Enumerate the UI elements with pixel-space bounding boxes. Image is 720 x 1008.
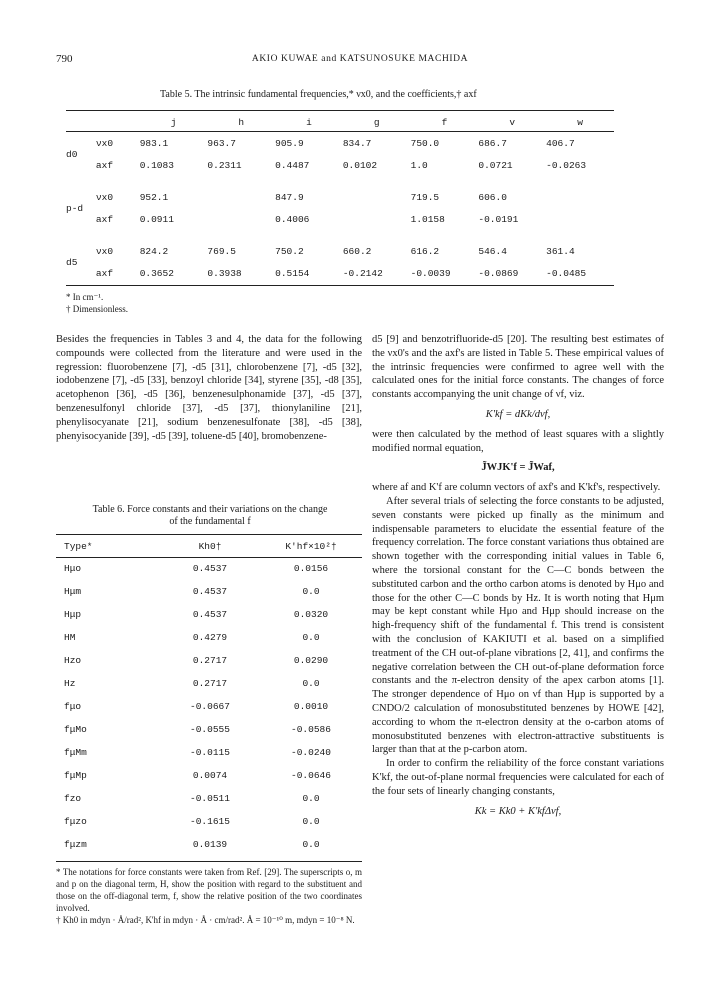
table6-col-header: Type*	[64, 540, 93, 552]
table-row	[56, 764, 362, 787]
table-row	[66, 132, 614, 154]
table5-col-header: i	[306, 116, 312, 128]
table5-top-rule	[66, 110, 614, 111]
table-row	[66, 154, 614, 176]
table6-k0: -0.0555	[190, 724, 230, 735]
table5	[66, 112, 614, 284]
table-row	[66, 240, 614, 262]
table5-cell: -0.0039	[410, 267, 451, 279]
table5-caption: Table 5. The intrinsic fundamental frequencies,* νx0, and the coefficients,† axf	[160, 89, 477, 100]
table5-cell	[546, 208, 614, 230]
body-paragraph: d5 [9] and benzotrifluoride-d5 [20]. The resulting best estimates of the νx0's and the axf's are listed in Table 5. These empirical values of the intrinsic frequencies were confirmed to agree well with the calculated ones for the initial force constants. The changes of force constants accompanying the unit change of νf, viz.	[372, 334, 664, 401]
table5-cell: 750.2	[275, 245, 304, 257]
table-row	[56, 833, 362, 856]
table6-type: Hzo	[64, 655, 82, 666]
table6-kprime: 0.0290	[293, 655, 329, 666]
table6-footnote-1: * The notations for force constants were taken from Ref. [29]. The superscripts o, m and p on the diagonal term, H, show the position with regard to the substituent and those on the off-diagonal term, f, show the relative position of the two coordinates involved.	[56, 867, 362, 913]
table5-cell: 824.2	[139, 245, 169, 257]
table6-type: fμzo	[64, 816, 87, 827]
table5-cell: 0.0102	[342, 159, 378, 171]
table6-k0: 0.4537	[192, 586, 228, 597]
table5-cell: 750.0	[410, 137, 440, 149]
table-row	[56, 603, 362, 626]
table5-compound: d5	[66, 256, 78, 268]
table5-cell: 406.7	[546, 137, 575, 149]
table6	[56, 535, 362, 856]
table6-type: fzo	[64, 793, 82, 804]
table-row	[56, 787, 362, 810]
table6-col-header: Kh0†	[198, 540, 222, 552]
table6-caption-line: Table 6. Force constants and their variations on the change	[92, 504, 328, 515]
table6-k0: 0.2717	[192, 678, 228, 689]
table5-cell: 952.1	[139, 191, 169, 203]
table6-type: Hμm	[64, 586, 82, 597]
table5-compound: p-d	[66, 202, 84, 214]
table5-cell	[343, 186, 411, 208]
table5-cell: 0.3938	[207, 267, 242, 279]
table5-footnote: † Dimensionless.	[66, 304, 128, 314]
table5-cell: 0.4006	[275, 213, 310, 225]
table5-header-row	[66, 112, 614, 132]
table6-type: HM	[64, 632, 76, 643]
table6-kprime: -0.0646	[291, 770, 331, 781]
table5-symbol: axf	[95, 267, 114, 279]
table5-col-header: h	[238, 116, 245, 128]
table5-cell: 1.0158	[410, 213, 445, 225]
table6-kprime: -0.0240	[291, 747, 331, 758]
table5-cell: 0.0721	[478, 159, 513, 171]
table6-kprime: 0.0	[302, 839, 320, 850]
table6-type: Hz	[64, 678, 76, 689]
table-row	[66, 186, 614, 208]
table5-cell: 0.0911	[139, 213, 174, 225]
table5-footnote: * In cm⁻¹.	[66, 292, 104, 302]
table5-cell: 1.0	[410, 159, 428, 171]
table-row	[66, 262, 614, 284]
table5-cell: -0.2142	[342, 267, 383, 279]
table6-type: fμMp	[64, 770, 87, 781]
table-row	[56, 649, 362, 672]
table6-k0: -0.0115	[190, 747, 230, 758]
table6-col-header: K'hf×10²†	[285, 540, 337, 552]
table6-body	[56, 557, 362, 856]
table-row	[56, 718, 362, 741]
table5-symbol: axf	[95, 159, 114, 171]
table6-k0: -0.0511	[190, 793, 230, 804]
equation: K'kf = dKk/dνf,	[485, 408, 551, 420]
equation: Kk = Kk0 + K'kfΔνf,	[474, 805, 562, 817]
table-row	[56, 557, 362, 580]
table6-kprime: 0.0	[302, 793, 320, 804]
table-row	[56, 580, 362, 603]
table6-type: Hμp	[64, 609, 82, 620]
table6-k0: 0.4537	[192, 563, 228, 574]
table6-kprime: 0.0010	[293, 701, 329, 712]
table6-header-row	[56, 535, 362, 557]
table5-cell: 546.4	[478, 245, 507, 257]
table6-k0: -0.1615	[190, 816, 230, 827]
table6-type: fμo	[64, 701, 82, 712]
table6-caption-line: of the fundamental f	[169, 516, 251, 527]
table5-cell: 963.7	[207, 137, 236, 149]
table5-cell: 983.1	[139, 137, 169, 149]
table5-compound: d0	[66, 148, 78, 160]
left-column-text	[56, 333, 362, 443]
table6-bottom-rule	[56, 861, 362, 862]
table5-cell: 361.4	[546, 245, 575, 257]
running-header: AKIO KUWAE and KATSUNOSUKE MACHIDA	[251, 54, 469, 64]
table5-cell	[546, 186, 614, 208]
table5-cell: 0.3652	[139, 267, 174, 279]
body-paragraph: were then calculated by the method of least squares with a slightly modified normal equation,	[372, 428, 664, 454]
table6-k0: 0.0074	[192, 770, 228, 781]
table5-col-header: j	[170, 116, 177, 128]
table5-cell: 616.2	[410, 245, 440, 257]
table-row	[56, 695, 362, 718]
body-paragraph: where af and K'f are column vectors of axf's and K'kf's, respectively.	[372, 482, 661, 494]
table5-cell: 0.1083	[139, 159, 174, 171]
table5-cell: 0.5154	[275, 267, 310, 279]
table6-type: fμzm	[64, 839, 87, 850]
table6-type: fμMo	[64, 724, 87, 735]
table5-bottom-rule	[66, 285, 614, 286]
table5-cell: 606.0	[478, 191, 507, 203]
table6-kprime: 0.0	[302, 586, 320, 597]
table6-footnote	[56, 866, 362, 926]
table6-k0: 0.4537	[192, 609, 228, 620]
table5-cell	[343, 208, 411, 230]
table5-cell: -0.0191	[478, 213, 519, 225]
table5-cell: 719.5	[410, 191, 440, 203]
table6-kprime: 0.0	[302, 816, 320, 827]
body-paragraph: In order to confirm the reliability of the force constant variations K'kf, the out-of-plane normal frequencies were calculated for each of the four sets of linearly changing constants,	[372, 758, 664, 797]
table5-symbol: axf	[95, 213, 114, 225]
right-column-text	[372, 333, 664, 824]
table6-type: Hμo	[64, 563, 82, 574]
body-paragraph: After several trials of selecting the force constants to be adjusted, seven constants were picked up finally as the minimum and indispensable parameters to elucidate the essential feature of the frequency correlation. The force constant variations thus obtained are shown together with the corresponding initial values in Table 6, where the torsional constant for the C—C bonds between the substituted carbon and the ortho carbon atoms is denoted by Hμo and those for the other C—C bonds by Hz. It is worth noting that Hμm may be kept constant while Hμo and Hμp should increase on the high-frequency shift of the fundamental f. This trend is consistent with the conclusion of KAKIUTI et al. based on a simplified treatment of the CH out-of-plane vibrations [2, 41], and confirms the negative correlation between the CH out-of-plane deformation force constants and the π-electron density of the apex carbon atoms [1]. The stronger dependence of Hμo on νf than Hμp is supported by a CNDO/2 calculation of monosubstituted benzenes by HOWE [42], according to whom the π-electron density at the o-carbon atoms of monosubstituted benzenes with electron-attractive substituents is larger than that at the p-carbon atom.	[372, 495, 664, 756]
table6-kprime: 0.0	[302, 678, 320, 689]
table5-cell	[207, 208, 275, 230]
table5-symbol: νx0	[95, 191, 114, 203]
table5-cell: -0.0263	[546, 159, 587, 171]
equation: J̃WJK'f = J̃Waf,	[481, 462, 555, 474]
table5-cell: 769.5	[207, 245, 236, 257]
table6-k0: 0.0139	[192, 839, 228, 850]
table6-kprime: -0.0586	[291, 724, 331, 735]
table5-spacer	[66, 176, 614, 186]
table5-cell: 660.2	[342, 245, 372, 257]
table5-spacer	[66, 230, 614, 240]
table6-kprime: 0.0156	[293, 563, 329, 574]
table-row	[66, 208, 614, 230]
table6-type: fμMm	[64, 747, 87, 758]
table6-k0: -0.0667	[190, 701, 230, 712]
table5-symbol: νx0	[95, 137, 114, 149]
table6-footnote-2: † Kh0 in mdyn · Å/rad², K'hf in mdyn · Å · cm/rad². Å = 10⁻¹⁰ m, mdyn = 10⁻⁸ N.	[56, 915, 355, 925]
table5-col-header: w	[577, 116, 583, 128]
body-paragraph: Besides the frequencies in Tables 3 and 4, the data for the following compounds were collected from the literature and were used in the regression: fluorobenzene [7], -d5 [31], chlorobenzene [7], -d5 [32], iodobenzene [7], -d5 [33], benzoyl chloride [34], styrene [35], -d8 [35], acetophenon [36], -d5 [36], benzenesulphonamide [37], -d5 [37], benzenesulfonyl chloride [37], -d5 [37], thionylaniline [21], phenylisocyanate [21], sodium benzenesulfonate [38], -d5 [38], phenyisocyanide [39], -d5 [39], toluene-d5 [40], bromobenzene-	[56, 334, 362, 442]
table-row	[56, 672, 362, 695]
table6-kprime: 0.0320	[293, 609, 329, 620]
table5-col-header: v	[509, 116, 516, 128]
table5-col-header: g	[373, 116, 380, 128]
table5-cell: 834.7	[342, 137, 372, 149]
table-row	[56, 626, 362, 649]
table5-body	[66, 132, 614, 284]
table6-kprime: 0.0	[302, 632, 320, 643]
table-row	[56, 741, 362, 764]
table6-k0: 0.4279	[192, 632, 228, 643]
table5-cell: -0.0869	[478, 267, 519, 279]
table5-cell: 905.9	[275, 137, 304, 149]
table5-col-header: f	[441, 116, 448, 128]
table5-cell: 0.2311	[207, 159, 242, 171]
table5-cell: 0.4487	[275, 159, 310, 171]
page-number: 790	[56, 53, 73, 65]
table5-cell: -0.0485	[546, 267, 587, 279]
table6-k0: 0.2717	[192, 655, 228, 666]
table5-cell: 847.9	[275, 191, 304, 203]
table5-cell: 686.7	[478, 137, 507, 149]
table5-cell	[207, 186, 275, 208]
table-row	[56, 810, 362, 833]
table6-caption	[58, 504, 362, 528]
table5-symbol: νx0	[95, 245, 114, 257]
